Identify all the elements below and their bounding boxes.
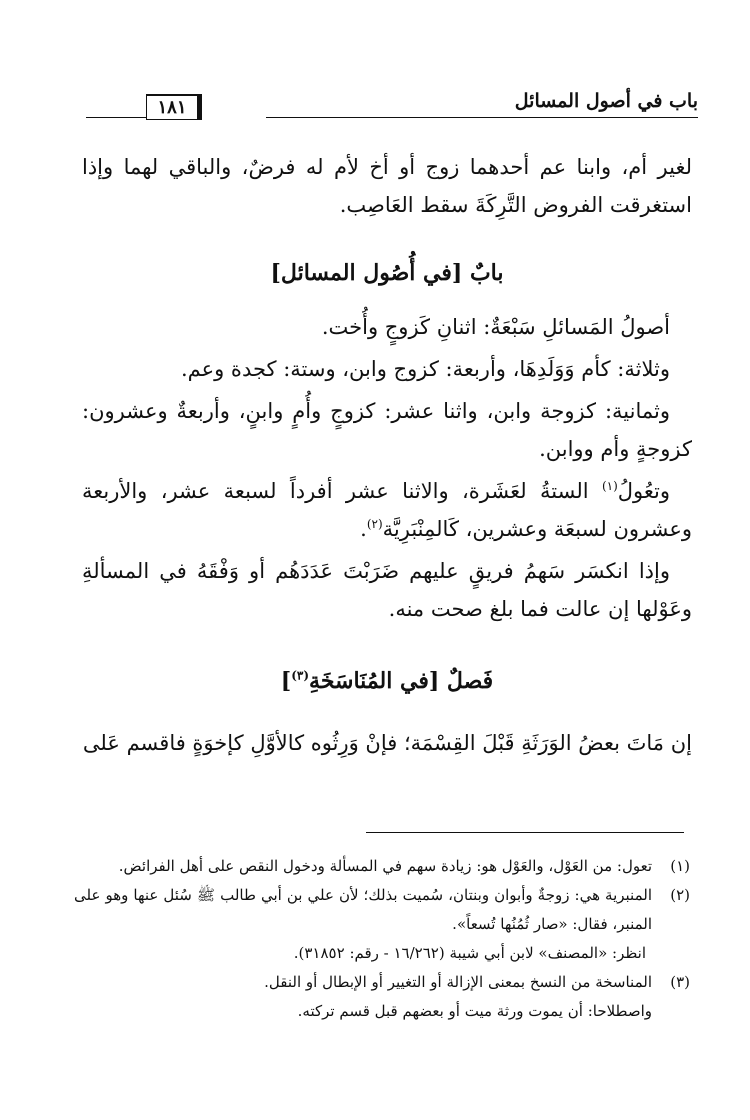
- footnote-2: [74, 881, 690, 939]
- section-heading-fasl: [82, 662, 692, 700]
- footnote-text: المناسخة من النسخ بمعنى الإزالة أو التغيير أو الإبطال أو النقل.: [264, 973, 652, 991]
- footnote-3-definition: واصطلاحا: أن يموت ورثة ميت أو بعضهم قبل قسم تركته.: [297, 1002, 652, 1020]
- footnote-number: (١): [670, 857, 690, 875]
- footnote-text: تعول: من العَوْل، والعَوْل هو: زيادة سهم في المسألة ودخول النقص على أهل الفرائض.: [118, 857, 652, 875]
- footnote-ref-1: (١): [601, 479, 618, 493]
- footnote-3: [74, 968, 690, 997]
- paragraph-thalatha: وثلاثة: كأم وَوَلَدِهَا، وأربعة: كزوج وابن، وستة: كجدة وعم.: [180, 357, 670, 381]
- header-rule-left: [86, 117, 146, 118]
- section-heading-bab: بابٌ [في أُصُول المسائل]: [270, 260, 504, 286]
- paragraph-munasakha: إن مَاتَ بعضُ الوَرَثَةِ قَبْلَ القِسْمَة؛ فإنْ وَرِثُوه كالأوَّلِ كإخوَةٍ فاقسم عَلى: [82, 731, 692, 755]
- header-rule: [266, 117, 698, 118]
- running-title: باب في أصول المسائل: [514, 90, 698, 112]
- fasl-close: ]: [280, 668, 292, 694]
- footnote-2-source: انظر: «المصنف» لابن أبي شيبة (١٦/٢٦٢ - رقم: ٣١٨٥٢).: [293, 944, 646, 962]
- intro-paragraph: لغير أم، وابنا عم أحدهما زوج أو أخ لأم له فرضٌ، والباقي لهما وإذا استغرقت الفروض التَّرِكَةَ سقط العَاصِب.: [82, 155, 692, 217]
- awl-start: وتعُولُ: [617, 479, 670, 503]
- main-text: [82, 148, 692, 762]
- footnotes: [74, 852, 690, 1026]
- footnote-separator: [366, 832, 684, 833]
- paragraph-awl: [82, 472, 692, 548]
- running-header: [86, 84, 698, 124]
- footnote-text: المنبرية هي: زوجةٌ وأبوان وبنتان، سُميت بذلك؛ لأن علي بن أبي طالب ﷺ سُئل عنها وهو على المنبر، فقال: «صار ثُمُنُها تُسعاً».: [74, 886, 652, 933]
- awl-end: .: [360, 517, 367, 541]
- page-number: ١٨١: [146, 94, 202, 120]
- paragraph-thamaniya: وثمانية: كزوجة وابن، واثنا عشر: كزوجٍ وأُمٍ وابنٍ، وأربعةٌ وعشرون: كزوجةٍ وأم ووابن.: [82, 399, 692, 461]
- awl-middle: الستةُ لعَشَرة، والاثنا عشر أفرداً لسبعة عشر، والأربعة وعشرون لسبعَة وعشرين، كَالمِنْبَرِيَّة: [82, 479, 692, 541]
- footnote-ref-2: (٢): [366, 517, 383, 531]
- footnote-ref-3: (٣): [291, 668, 310, 683]
- paragraph-inkisar: وإذا انكسَر سَهمُ فريقٍ عليهم ضَرَبْتَ عَدَدَهُم أو وَفْقَهُ في المسألةِ وعَوْلها إن عالت فما بلغ صحت منه.: [82, 559, 692, 621]
- footnote-1: [74, 852, 690, 881]
- paragraph-usul: أصولُ المَسائلِ سَبْعَةٌ: اثنانِ كَزوجٍ وأُخت.: [321, 315, 670, 339]
- footnote-number: (٣): [670, 973, 690, 991]
- footnote-number: (٢): [670, 886, 690, 904]
- fasl-title: فَصلٌ [في المُنَاسَخَةِ: [309, 668, 494, 694]
